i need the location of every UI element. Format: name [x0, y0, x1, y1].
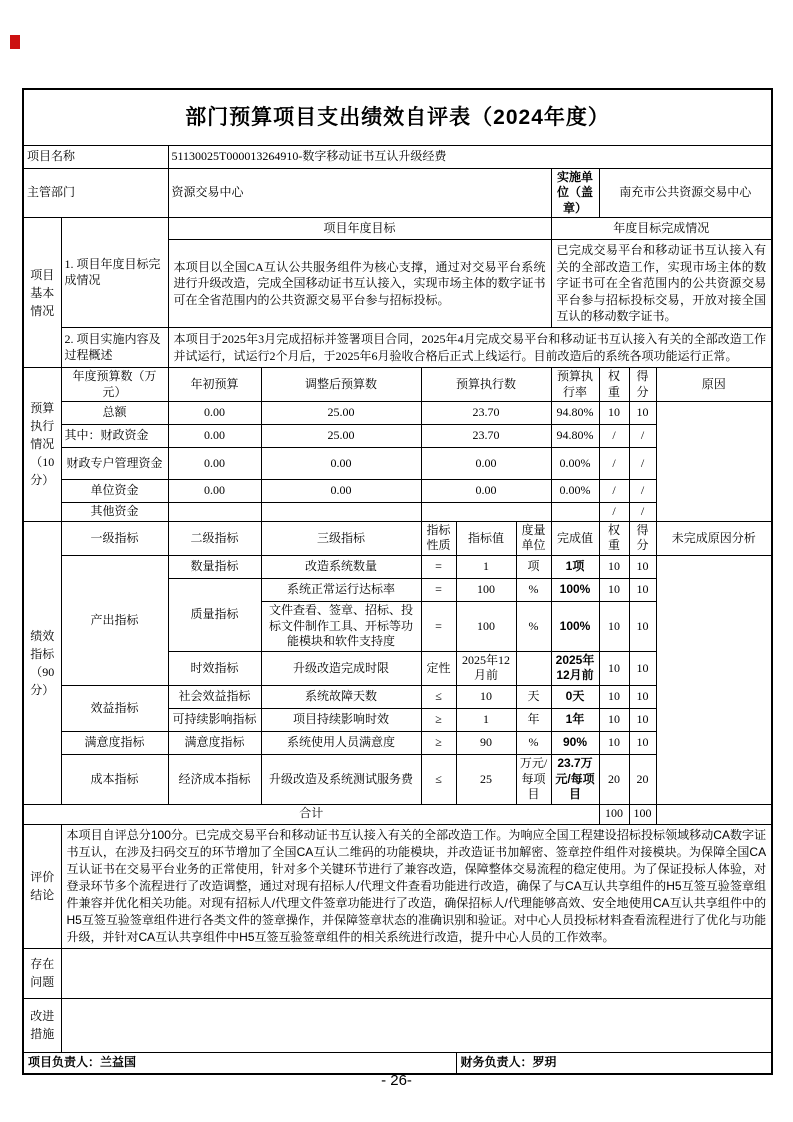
budget-row-label: 其中：财政资金: [61, 425, 168, 448]
budget-header-annual: 年度预算数（万元）: [61, 368, 168, 402]
perf-weight: 10: [599, 651, 629, 685]
perf-score: 10: [629, 708, 656, 731]
perf-actual: 23.7万元/每项目: [551, 754, 599, 804]
perf-score: 10: [629, 731, 656, 754]
perf-header-weight: 权重: [599, 521, 629, 555]
budget-cell-executed: 0.00: [421, 480, 551, 503]
perf-unit: %: [516, 578, 551, 601]
perf-score: 20: [629, 754, 656, 804]
perf-nature: ≤: [421, 754, 456, 804]
budget-cell-executed: 23.70: [421, 402, 551, 425]
budget-cell-rate: 94.80%: [551, 402, 599, 425]
perf-weight: 10: [599, 731, 629, 754]
perf-header-nature: 指标性质: [421, 521, 456, 555]
perf-unit: 天: [516, 685, 551, 708]
budget-cell-score: /: [629, 480, 656, 503]
perf-nature: =: [421, 601, 456, 651]
perf-actual: 0天: [551, 685, 599, 708]
perf-weight: 10: [599, 578, 629, 601]
budget-row-label: 总额: [61, 402, 168, 425]
perf-weight: 10: [599, 601, 629, 651]
perf-level2: 社会效益指标: [168, 685, 261, 708]
perf-level3: 改造系统数量: [261, 555, 421, 578]
perf-level3: 升级改造完成时限: [261, 651, 421, 685]
perf-analysis-cell: [656, 555, 772, 804]
budget-cell-rate: 0.00%: [551, 448, 599, 480]
perf-target: 100: [456, 601, 516, 651]
budget-cell-score: 10: [629, 402, 656, 425]
goal-result-header: 年度目标完成情况: [551, 218, 772, 240]
perf-actual: 1项: [551, 555, 599, 578]
section-performance-label: 绩效指标（90分）: [23, 521, 61, 804]
perf-unit: 年: [516, 708, 551, 731]
perf-target: 25: [456, 754, 516, 804]
improvements-text: [61, 998, 772, 1052]
perf-nature: =: [421, 555, 456, 578]
budget-header-executed: 预算执行数: [421, 368, 551, 402]
perf-nature: ≥: [421, 708, 456, 731]
perf-header-level2: 二级指标: [168, 521, 261, 555]
perf-nature: =: [421, 578, 456, 601]
perf-header-score: 得分: [629, 521, 656, 555]
budget-cell-adjusted: 25.00: [261, 402, 421, 425]
budget-reason-cell: [656, 402, 772, 522]
perf-level1: 产出指标: [61, 555, 168, 685]
basic-row1-label: 1. 项目年度目标完成情况: [61, 218, 168, 328]
perf-weight: 10: [599, 685, 629, 708]
improvements-label: 改进措施: [23, 998, 61, 1052]
budget-header-score: 得分: [629, 368, 656, 402]
perf-unit: %: [516, 601, 551, 651]
project-lead-signature: 项目负责人：兰益国: [23, 1052, 456, 1074]
total-weight: 100: [599, 804, 629, 824]
table-row: [23, 402, 772, 425]
budget-row-label: 财政专户管理资金: [61, 448, 168, 480]
table-row: [23, 804, 772, 824]
project-name-value: 51130025T000013264910-数字移动证书互认升级经费: [168, 145, 772, 168]
self-evaluation-form: [22, 88, 773, 1075]
budget-cell-initial: 0.00: [168, 402, 261, 425]
budget-cell-initial: 0.00: [168, 480, 261, 503]
perf-header-actual: 完成值: [551, 521, 599, 555]
perf-level1: 效益指标: [61, 685, 168, 731]
budget-row-label: 单位资金: [61, 480, 168, 503]
budget-cell-score: /: [629, 448, 656, 480]
perf-target: 2025年12月前: [456, 651, 516, 685]
budget-header-rate: 预算执行率: [551, 368, 599, 402]
perf-unit: [516, 651, 551, 685]
budget-header-weight: 权重: [599, 368, 629, 402]
page-corner-mark: [10, 35, 20, 49]
perf-target: 1: [456, 555, 516, 578]
budget-cell-executed: 23.70: [421, 425, 551, 448]
budget-header-initial: 年初预算: [168, 368, 261, 402]
budget-cell-weight: /: [599, 480, 629, 503]
budget-cell-adjusted: 25.00: [261, 425, 421, 448]
perf-level2: 数量指标: [168, 555, 261, 578]
perf-header-analysis: 未完成原因分析: [656, 521, 772, 555]
budget-cell-initial: 0.00: [168, 448, 261, 480]
dept-value: 资源交易中心: [168, 168, 551, 218]
budget-cell-rate: 0.00%: [551, 480, 599, 503]
form-title: 部门预算项目支出绩效自评表（2024年度）: [23, 89, 772, 145]
budget-cell-executed: [421, 503, 551, 522]
perf-score: 10: [629, 651, 656, 685]
annual-goal-header: 项目年度目标: [168, 218, 551, 240]
total-analysis-cell: [656, 804, 772, 824]
budget-cell-weight: /: [599, 448, 629, 480]
perf-level3: 文件查看、签章、招标、投标文件制作工具、开标等功能模块和软件支持度: [261, 601, 421, 651]
perf-header-level3: 三级指标: [261, 521, 421, 555]
budget-cell-score: /: [629, 425, 656, 448]
perf-target: 1: [456, 708, 516, 731]
budget-cell-adjusted: 0.00: [261, 480, 421, 503]
budget-row-label: 其他资金: [61, 503, 168, 522]
page-number: - 26-: [381, 1072, 412, 1089]
budget-cell-executed: 0.00: [421, 448, 551, 480]
budget-header-adjusted: 调整后预算数: [261, 368, 421, 402]
perf-level2: 时效指标: [168, 651, 261, 685]
perf-nature: ≤: [421, 685, 456, 708]
perf-target: 100: [456, 578, 516, 601]
perf-nature: ≥: [421, 731, 456, 754]
budget-cell-rate: [551, 503, 599, 522]
budget-cell-weight: 10: [599, 402, 629, 425]
goal-result-text: 已完成交易平台和移动证书互认接入有关的全部改造工作，实现市场主体的数字证书可在全省范围内的公共资源交易平台参与招标投标交易，开放对接全国互认的移动数字证书。: [551, 240, 772, 328]
budget-cell-weight: /: [599, 425, 629, 448]
perf-level2: 经济成本指标: [168, 754, 261, 804]
budget-cell-adjusted: [261, 503, 421, 522]
perf-level3: 系统使用人员满意度: [261, 731, 421, 754]
perf-level2: 质量指标: [168, 578, 261, 651]
annual-goal-text: 本项目以全国CA互认公共服务组件为核心支撑，通过对交易平台系统进行升级改造，完成全国移动证书互认接入，实现市场主体的数字证书可在全省范围内的公共资源交易平台参与招标投标。: [168, 240, 551, 328]
perf-target: 90: [456, 731, 516, 754]
perf-unit: 项: [516, 555, 551, 578]
budget-cell-initial: 0.00: [168, 425, 261, 448]
perf-level2: 满意度指标: [168, 731, 261, 754]
problems-label: 存在问题: [23, 948, 61, 998]
perf-header-level1: 一级指标: [61, 521, 168, 555]
perf-level3: 项目持续影响时效: [261, 708, 421, 731]
total-label: 合计: [23, 804, 599, 824]
perf-weight: 10: [599, 555, 629, 578]
perf-header-target: 指标值: [456, 521, 516, 555]
perf-score: 10: [629, 578, 656, 601]
problems-text: [61, 948, 772, 998]
impl-unit-value: 南充市公共资源交易中心: [599, 168, 772, 218]
section-basic-info-label: 项目基本情况: [23, 218, 61, 368]
section-budget-label: 预算执行情况（10分）: [23, 368, 61, 522]
table-row: [23, 555, 772, 578]
perf-level1: 成本指标: [61, 754, 168, 804]
basic-row2-label: 2. 项目实施内容及过程概述: [61, 328, 168, 368]
perf-score: 10: [629, 601, 656, 651]
perf-header-unit: 度量单位: [516, 521, 551, 555]
perf-actual: 2025年12月前: [551, 651, 599, 685]
impl-unit-label: 实施单位（盖章）: [551, 168, 599, 218]
total-score: 100: [629, 804, 656, 824]
process-text: 本项目于2025年3月完成招标并签署项目合同，2025年4月完成交易平台和移动证书互认接入有关的全部改造工作并试运行，试运行2个月后，于2025年6月验收合格后正式上线运行。目前改造后的系统各项功能运行正常。: [168, 328, 772, 368]
perf-level3: 系统故障天数: [261, 685, 421, 708]
perf-unit: 万元/每项目: [516, 754, 551, 804]
budget-cell-rate: 94.80%: [551, 425, 599, 448]
perf-score: 10: [629, 555, 656, 578]
budget-header-reason: 原因: [656, 368, 772, 402]
perf-level2: 可持续影响指标: [168, 708, 261, 731]
perf-actual: 100%: [551, 601, 599, 651]
perf-actual: 90%: [551, 731, 599, 754]
perf-weight: 10: [599, 708, 629, 731]
perf-target: 10: [456, 685, 516, 708]
perf-level1: 满意度指标: [61, 731, 168, 754]
perf-weight: 20: [599, 754, 629, 804]
perf-actual: 100%: [551, 578, 599, 601]
budget-cell-score: /: [629, 503, 656, 522]
budget-cell-adjusted: 0.00: [261, 448, 421, 480]
conclusion-label: 评价结论: [23, 824, 61, 948]
finance-lead-signature: 财务负责人：罗玥: [456, 1052, 772, 1074]
budget-cell-initial: [168, 503, 261, 522]
perf-level3: 升级改造及系统测试服务费: [261, 754, 421, 804]
perf-level3: 系统正常运行达标率: [261, 578, 421, 601]
project-name-label: 项目名称: [23, 145, 168, 168]
perf-unit: %: [516, 731, 551, 754]
budget-cell-weight: /: [599, 503, 629, 522]
perf-score: 10: [629, 685, 656, 708]
conclusion-text: 本项目自评总分100分。已完成交易平台和移动证书互认接入有关的全部改造工作。为响应全国工程建设招标投标领域移动CA数字证书互认，在涉及扫码交互的环节增加了全国CA互认二维码的功能模块，并改造证书加解密、签章控件组件对接模块。为保障全国CA互认证书在交易平台业务的正常使用，针对多个关键环节进行了兼容改造，保障整体交易流程的稳定使用。为了保证投标人体验，对登录环节多个流程进行了改造调整，通过对现有招标人/代理文件查看功能进行改造，确保了与CA互认共享组件的H5互签互验签章组件兼容并优化相关功能。对现有招标人/代理文件签章功能进行了改造，确保招标人/代理能够高效、安全地使用CA互认共享组件中的H5互签互验签章组件进行各类文件的签章操作，并保障签章状态的准确识别和验证。对中心人员投标材料查看流程进行了优化与功能升级，并针对CA互认共享组件中H5互签互验签章组件的相关系统进行改造，提升中心人员的工作效率。: [61, 824, 772, 948]
perf-actual: 1年: [551, 708, 599, 731]
perf-nature: 定性: [421, 651, 456, 685]
dept-label: 主管部门: [23, 168, 168, 218]
